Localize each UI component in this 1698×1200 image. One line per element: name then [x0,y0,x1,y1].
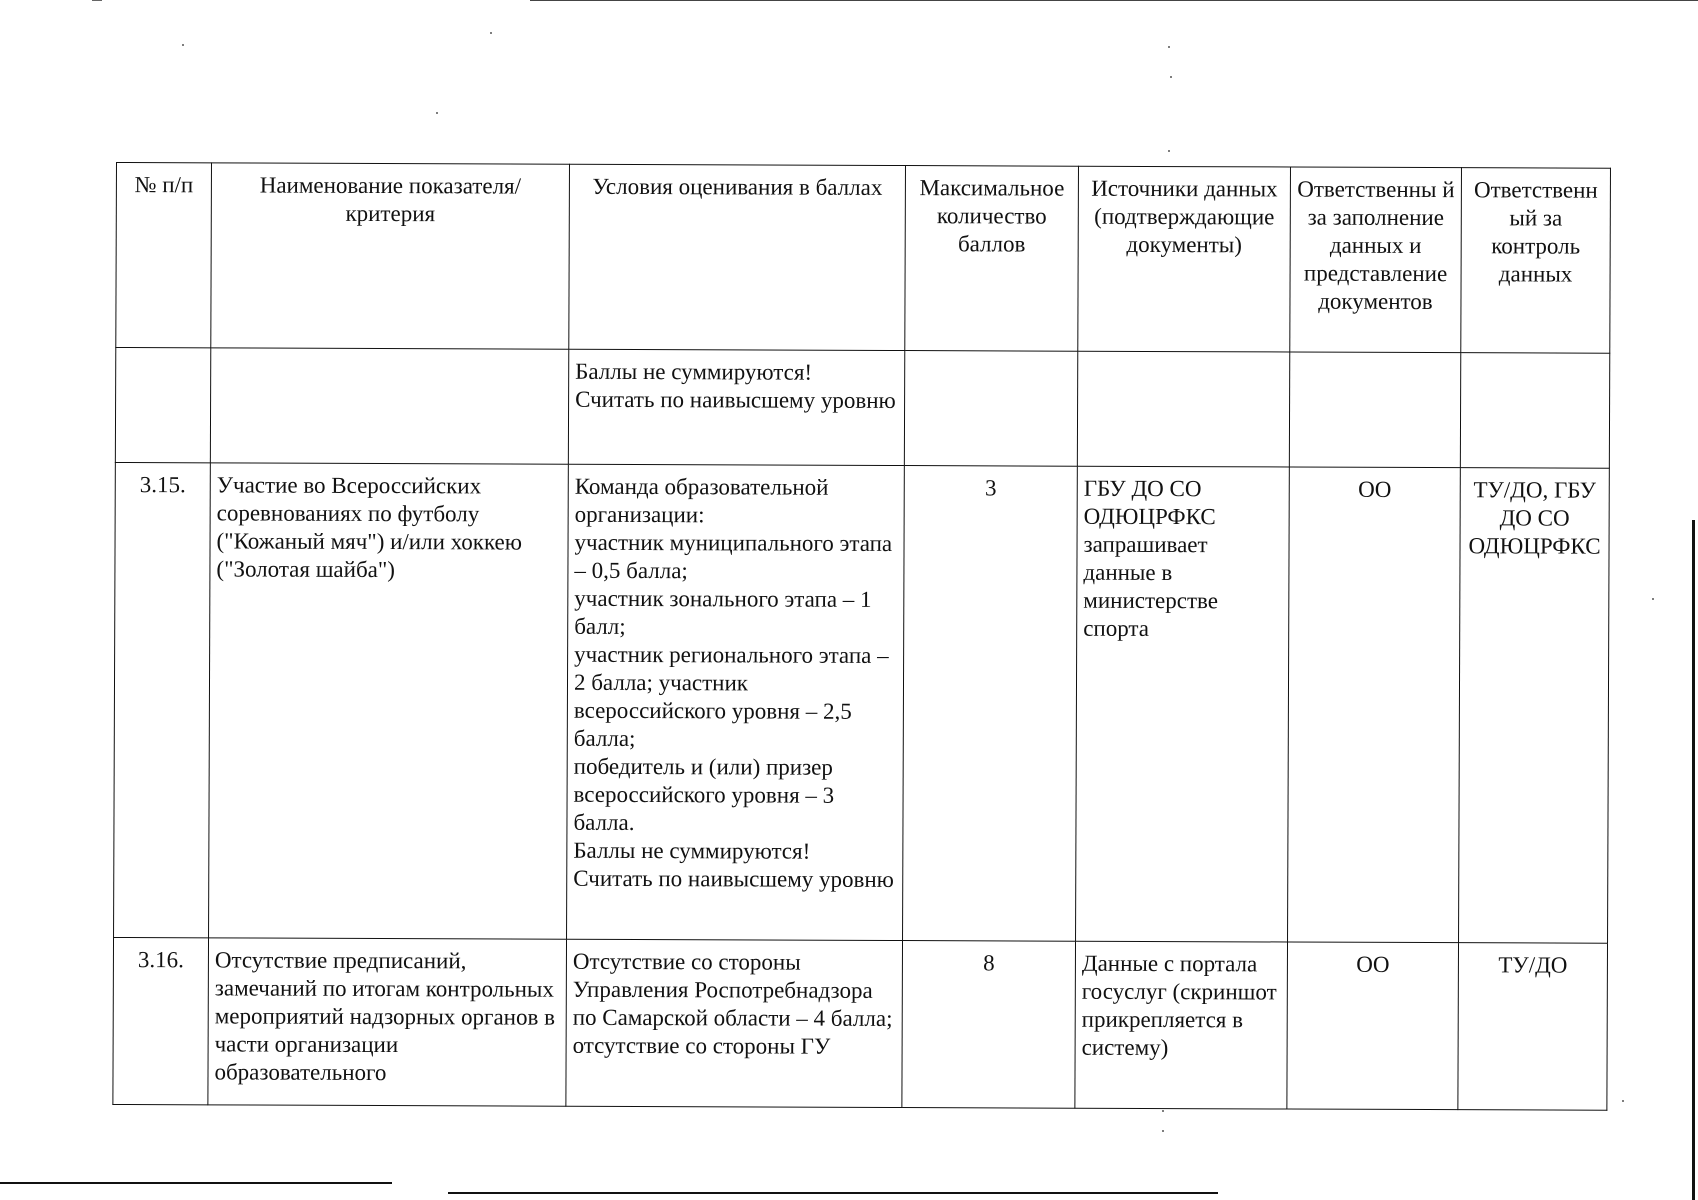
header-resp-fill: Ответственны й за заполнение данных и представление документов [1290,167,1462,353]
scan-speck [1168,46,1170,48]
table-row [113,937,1608,1110]
scan-edge-bottom [0,1182,392,1184]
cell-resp-fill: ОО [1288,467,1461,943]
cell-name: Отсутствие предписаний, замечаний по итогам контрольных мероприятий надзорных органов в части организации образовательного [208,938,567,1106]
scan-speck [436,112,438,114]
cell-name [210,348,568,464]
scan-speck [1170,76,1172,78]
criteria-table [112,162,1611,1111]
cell-num: 3.16. [113,937,209,1104]
cell-max [904,351,1077,467]
header-sources: Источники данных (подтверждающие документы) [1078,166,1291,352]
cell-num: 3.15. [114,462,211,937]
scan-edge-top-left [92,0,102,1]
cell-num [115,348,210,463]
cell-resp-control [1460,353,1609,469]
cell-sources [1077,351,1289,467]
scan-speck [490,32,492,34]
cell-resp-fill [1289,352,1460,468]
cell-name: Участие во Всероссийских соревнованиях по футболу ("Кожаный мяч") и/или хоккею ("Золотая шайба") [209,463,569,939]
cell-max: 8 [902,941,1076,1109]
scan-speck [1162,1130,1164,1132]
cell-resp-control: ТУ/ДО, ГБУ ДО СО ОДЮЦРФКС [1459,468,1610,944]
table-row [114,462,1610,943]
scan-speck [1162,1110,1164,1112]
scan-speck [1652,598,1654,600]
cell-sources: ГБУ ДО СО ОДЮЦРФКС запрашивает данные в министерстве спорта [1076,466,1290,942]
cell-resp-fill: ОО [1287,942,1459,1110]
header-name: Наименование показателя/критерия [211,163,570,349]
header-max: Максимальное количество баллов [905,166,1079,352]
header-num: № п/п [116,163,212,348]
table-header-row [116,163,1611,354]
cell-conditions: Баллы не суммируются! Считать по наивысшему уровню [568,349,904,465]
scan-edge-right [1692,520,1695,1200]
cell-conditions: Команда образовательной организации: участник муниципального этапа – 0,5 балла; участник зонального этапа – 1 балл; участник регионального этапа – 2 балла; участник всероссийского уровня – 2,5 балла; победитель и (или) призер всероссийского уровня – 3 балла. Баллы не суммируются! Считать по наивысшему уровню [567,464,905,940]
scan-edge-bottom-right [448,1192,1218,1194]
scan-speck [1622,1100,1624,1102]
header-conditions: Условия оценивания в баллах [569,164,906,350]
header-resp-control: Ответственн ый за контроль данных [1461,168,1611,354]
scan-speck [1168,150,1170,152]
scan-speck [182,44,184,46]
scan-edge-top [530,0,1698,1]
cell-max: 3 [903,466,1078,942]
criteria-table-wrapper [112,162,1610,1111]
table-row [115,348,1609,469]
cell-resp-control: ТУ/ДО [1458,943,1608,1111]
cell-sources: Данные с портала госуслуг (скриншот прикрепляется в систему) [1075,941,1288,1109]
cell-conditions: Отсутствие со стороны Управления Роспотребнадзора по Самарской области – 4 балла; отсутствие со стороны ГУ [566,939,903,1107]
